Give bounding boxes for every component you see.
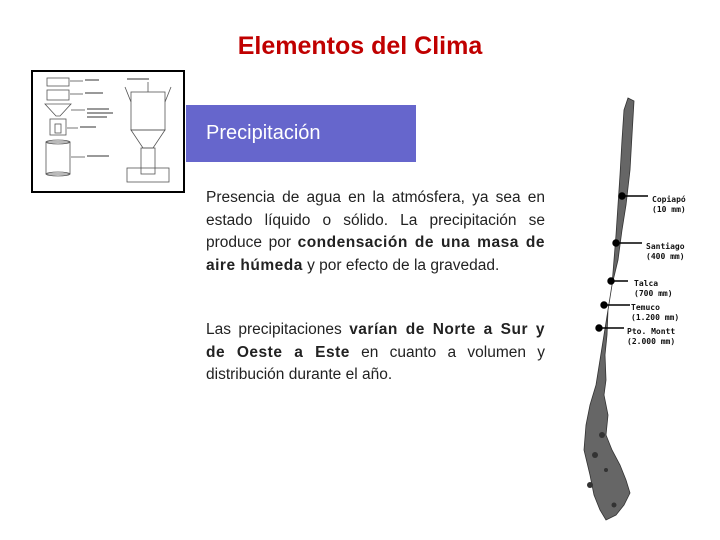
definition-text: Presencia de agua en la atmósfera, ya sea en estado líquido o sólido. La precipitación se produce por	[206, 189, 545, 251]
map-label-city: Santiago	[646, 242, 685, 251]
map-label-value: (2.000 mm)	[627, 337, 676, 346]
map-label-city: Copiapó	[652, 195, 686, 204]
definition-text-end: y por efecto de la gravedad.	[302, 256, 500, 274]
variation-text: Las precipitaciones	[206, 321, 350, 338]
rain-gauge-illustration	[33, 72, 183, 191]
chile-territory	[584, 98, 634, 520]
variation-text-end: en cuanto a volumen y distribución durante el año.	[206, 343, 545, 383]
variation-emphasis: varían de Norte a Sur y de Oeste a Este	[206, 321, 545, 361]
definition-emphasis: condensación de una masa de aire húmeda	[206, 234, 545, 274]
map-label-city: Talca	[634, 279, 659, 288]
section-title: Precipitación	[206, 122, 321, 144]
map-label-city: Temuco	[631, 303, 660, 312]
map-label-temuco	[631, 303, 679, 323]
map-label-santiago	[646, 242, 685, 262]
map-label-talca	[634, 279, 673, 299]
map-label-value: (400 mm)	[646, 252, 685, 261]
variation-paragraph	[206, 319, 545, 387]
map-label-value: (700 mm)	[634, 289, 673, 298]
map-label-value: (10 mm)	[652, 205, 686, 214]
map-label-copiapo	[652, 195, 686, 215]
rain-gauge-diagram	[31, 70, 185, 193]
definition-paragraph	[206, 187, 545, 277]
slide-title: Elementos del Clima	[237, 32, 483, 60]
map-label-city: Pto. Montt	[627, 327, 676, 336]
map-label-value: (1.200 mm)	[631, 313, 680, 322]
map-label-pto-montt	[627, 327, 675, 347]
